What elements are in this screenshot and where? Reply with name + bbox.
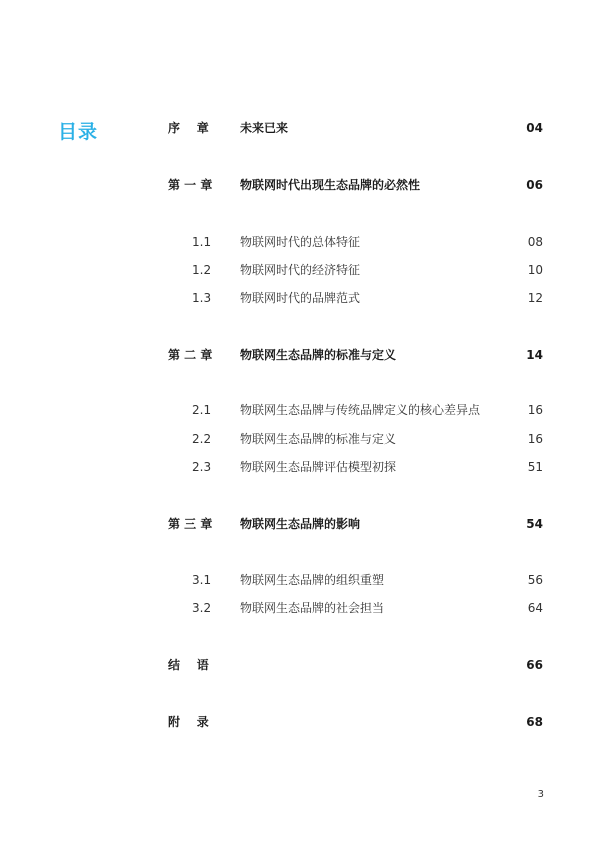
toc-chapter-row[interactable] [0,712,600,732]
toc-page-number: 10 [527,263,543,277]
toc-page-number: 04 [526,121,543,135]
section-number: 1.3 [192,291,212,305]
chapter-title: 物联网时代出现生态品牌的必然性 [240,178,421,192]
section-number: 2.3 [192,460,212,474]
section-title: 物联网生态品牌的社会担当 [240,601,385,615]
toc-section-row[interactable] [0,288,600,308]
section-title: 物联网生态品牌的组织重塑 [240,573,385,587]
toc-page-number: 16 [527,403,543,417]
toc-section-row[interactable] [0,260,600,280]
toc-page-number: 56 [527,573,543,587]
section-title: 物联网时代的经济特征 [240,263,361,277]
chapter-title: 物联网生态品牌的影响 [240,517,361,531]
section-title: 物联网时代的总体特征 [240,235,361,249]
toc-page-number: 06 [526,178,543,192]
section-number: 1.2 [192,263,212,277]
section-number: 2.2 [192,432,212,446]
chapter-label: 第 二 章 [168,348,213,362]
section-title: 物联网生态品牌与传统品牌定义的核心差异点 [240,403,481,417]
chapter-title: 未来已来 [240,121,289,135]
toc-section-row[interactable] [0,570,600,590]
chapter-label: 附 录 [168,715,209,729]
section-number: 2.1 [192,403,212,417]
chapter-label: 序 章 [168,121,209,135]
toc-chapter-row[interactable] [0,118,600,138]
toc-section-row[interactable] [0,400,600,420]
section-title: 物联网生态品牌评估模型初探 [240,460,397,474]
toc-section-row[interactable] [0,598,600,618]
toc-page-number: 66 [526,658,543,672]
toc-chapter-row[interactable] [0,514,600,534]
toc-section-row[interactable] [0,232,600,252]
section-title: 物联网时代的品牌范式 [240,291,361,305]
chapter-label: 结 语 [168,658,209,672]
toc-section-row[interactable] [0,429,600,449]
section-number: 1.1 [192,235,212,249]
page-number: 3 [537,789,544,800]
toc-page-number: 51 [527,460,543,474]
toc-page-number: 64 [527,601,543,615]
toc-title: 目录 [58,121,99,143]
toc-section-row[interactable] [0,457,600,477]
section-title: 物联网生态品牌的标准与定义 [240,432,397,446]
toc-page-number: 12 [527,291,543,305]
toc-page-number: 14 [526,348,543,362]
chapter-label: 第 一 章 [168,178,213,192]
section-number: 3.2 [192,601,212,615]
chapter-title: 物联网生态品牌的标准与定义 [240,348,397,362]
toc-page-number: 16 [527,432,543,446]
chapter-label: 第 三 章 [168,517,213,531]
toc-page-number: 68 [526,715,543,729]
toc-chapter-row[interactable] [0,655,600,675]
toc-chapter-row[interactable] [0,175,600,195]
toc-page-number: 08 [527,235,543,249]
section-number: 3.1 [192,573,212,587]
toc-chapter-row[interactable] [0,345,600,365]
toc-page-number: 54 [526,517,543,531]
